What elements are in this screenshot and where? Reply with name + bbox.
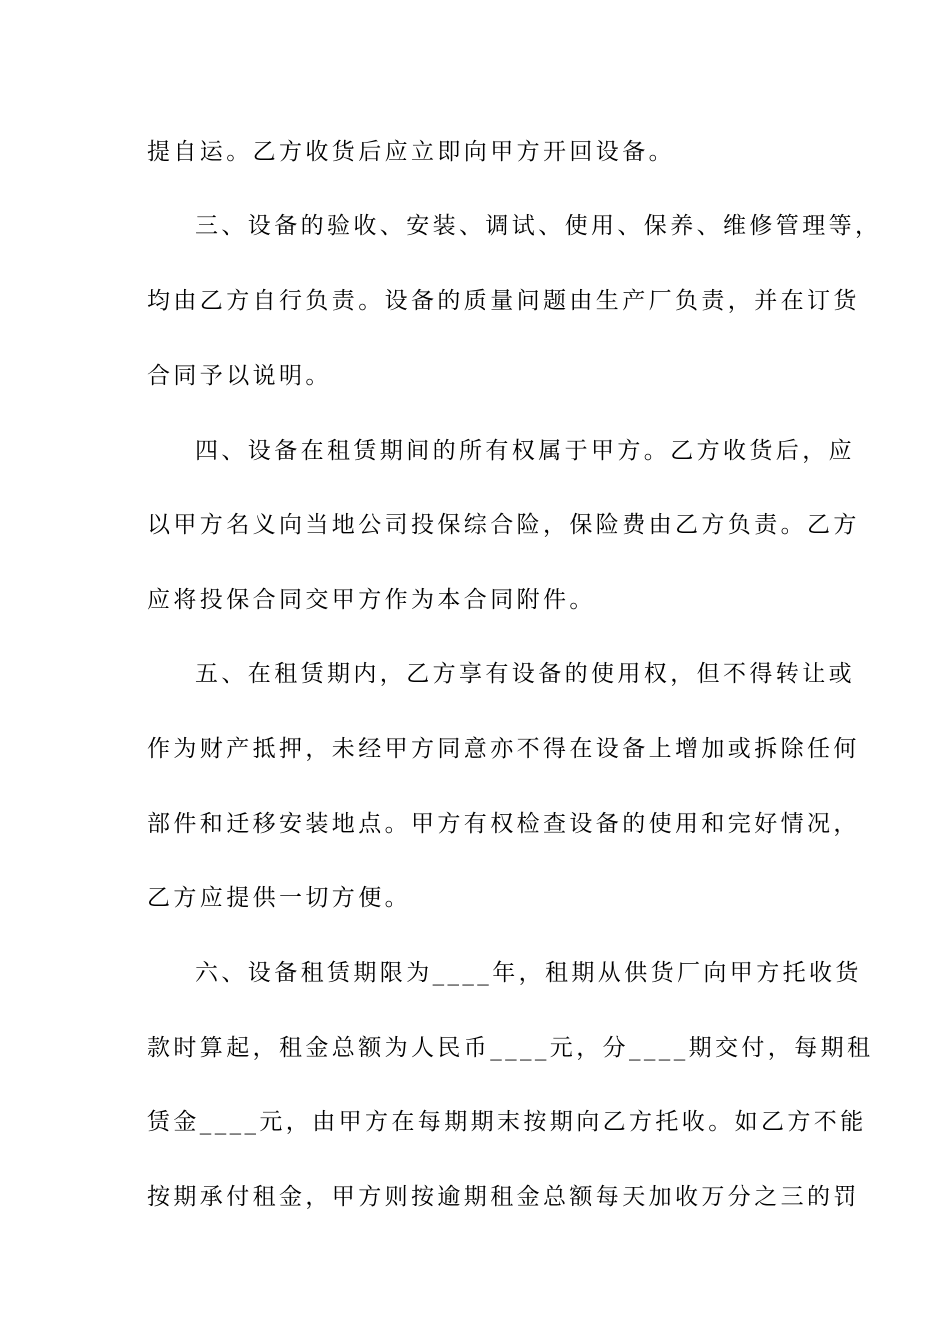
text-line-8: 五、在租赁期内，乙方享有设备的使用权，但不得转让或	[195, 661, 855, 687]
text-line-1: 提自运。乙方收货后应立即向甲方开回设备。	[147, 139, 675, 165]
text-line-3: 均由乙方自行负责。设备的质量问题由生产厂负责，并在订货	[147, 288, 860, 314]
text-line-10: 部件和迁移安装地点。甲方有权检查设备的使用和完好情况，	[147, 811, 860, 837]
text-line-12: 六、设备租赁期限为____年，租期从供货厂向甲方托收货	[195, 960, 862, 986]
text-line-5: 四、设备在租赁期间的所有权属于甲方。乙方收货后，应	[195, 438, 855, 464]
text-line-13: 款时算起，租金总额为人民币____元，分____期交付，每期租	[147, 1035, 874, 1061]
text-line-15: 按期承付租金，甲方则按逾期租金总额每天加收万分之三的罚	[147, 1184, 860, 1210]
text-line-14: 赁金____元，由甲方在每期期末按期向乙方托收。如乙方不能	[147, 1109, 867, 1135]
text-line-7: 应将投保合同交甲方作为本合同附件。	[147, 587, 596, 613]
text-line-2: 三、设备的验收、安装、调试、使用、保养、维修管理等，	[195, 213, 882, 239]
text-line-6: 以甲方名义向当地公司投保综合险，保险费由乙方负责。乙方	[147, 512, 860, 538]
text-line-9: 作为财产抵押，未经甲方同意亦不得在设备上增加或拆除任何	[147, 736, 860, 762]
text-line-4: 合同予以说明。	[147, 363, 332, 389]
text-line-11: 乙方应提供一切方便。	[147, 885, 411, 911]
